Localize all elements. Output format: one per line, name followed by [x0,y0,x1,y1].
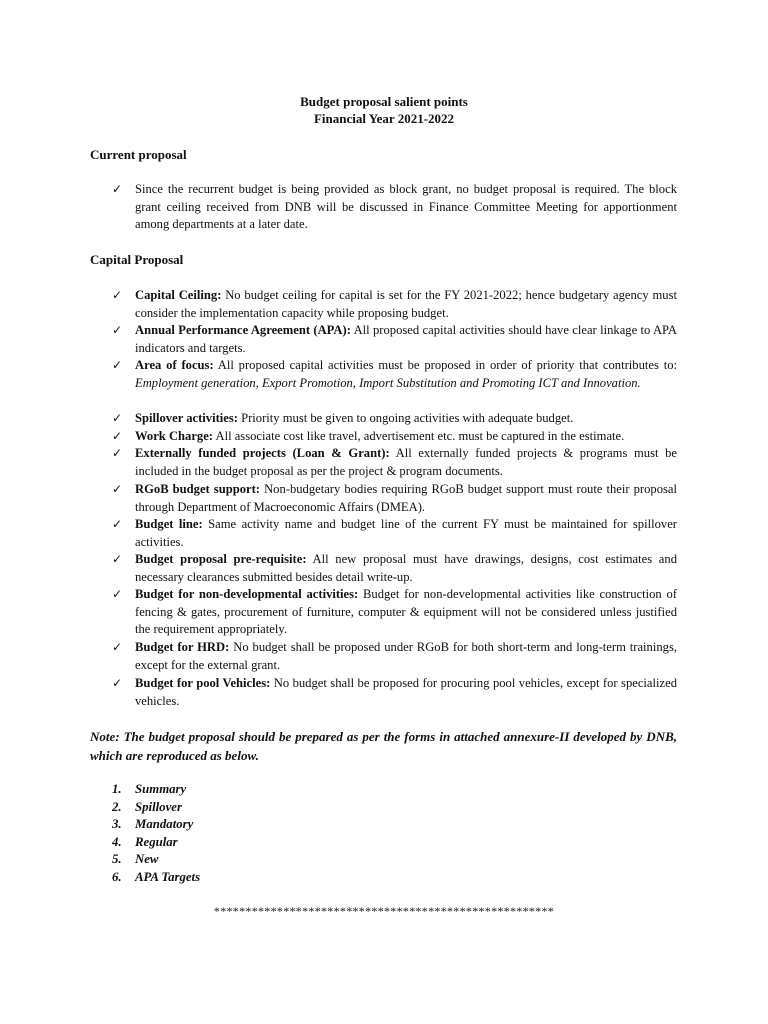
list-item [112,869,200,887]
forms-list [112,781,200,886]
focus-areas-text: Employment generation, Export Promotion, Import Substitution and Promoting ICT and Innovation. [135,375,641,390]
capital-item-label: Externally funded projects (Loan & Grant): [135,446,390,460]
capital-item-text: All proposed capital activities should have clear linkage to APA indicators and targets. [135,323,677,355]
check-mark-icon: ✓ [112,587,123,601]
capital-item [135,551,677,586]
capital-item-label: RGoB budget support: [135,482,260,496]
capital-item [135,410,677,428]
list-item-label: New [135,852,159,866]
capital-item-label: Budget for non-developmental activities: [135,587,359,601]
capital-item-text: No budget shall be proposed for procuring pool vehicles, except for specialized vehicles. [135,676,677,708]
list-item-number: 5. [112,852,122,866]
capital-item [135,445,677,480]
capital-item-label: Budget proposal pre-requisite: [135,552,307,566]
capital-proposal-heading: Capital Proposal [90,252,184,267]
capital-item-text: No budget ceiling for capital is set for the FY 2021-2022; hence budgetary agency must consider the implementation capacity while proposing budget. [135,288,677,320]
title-line-1: Budget proposal salient points [300,94,468,109]
capital-item-label: Work Charge: [135,429,214,443]
title-line-2: Financial Year 2021-2022 [313,111,455,126]
list-item [112,851,200,869]
capital-item-text: All associate cost like travel, advertisement etc. must be captured in the estimate. [213,429,625,443]
capital-item-text: All new proposal must have drawings, designs, cost estimates and necessary clearances submitted besides detail write-up. [135,552,677,584]
list-item-label: Spillover [135,799,182,814]
capital-item-label: Budget line: [135,517,203,531]
capital-item [135,586,677,639]
capital-item [135,287,677,322]
current-proposal-text: Since the recurrent budget is being provided as block grant, no budget proposal is required. The block grant ceiling received from DNB will be discussed in Finance Committee Meeting for apportionment among departments at a later date. [135,182,677,232]
check-mark-icon: ✓ [112,482,123,496]
capital-item [135,428,677,446]
separator-line: ****************************************************** [213,904,555,918]
current-proposal-heading: Current proposal [90,147,187,162]
capital-item-text: Priority must be given to ongoing activities with adequate budget. [237,411,574,425]
capital-item-text: Non-budgetary bodies requiring RGoB budget support must route their proposal through Department of Macroeconomic Affairs (DMEA). [135,482,677,514]
check-mark-icon: ✓ [112,446,123,460]
capital-item-text: All externally funded projects & programs must be included in the budget proposal as per the project & program documents. [135,446,677,478]
capital-item [135,481,677,516]
capital-item-label: Area of focus: [135,358,214,372]
list-item [112,834,200,852]
capital-item-text: All proposed capital activities must be proposed in order of priority that contributes to: [213,358,677,372]
capital-item [135,639,677,674]
capital-item [135,322,677,357]
capital-item-label: Annual Performance Agreement (APA): [135,323,351,337]
list-item-label: APA Targets [135,869,201,884]
list-item [112,781,200,799]
capital-item-text: No budget shall be proposed under RGoB for both short-term and long-term trainings, except for the external grant. [135,640,677,672]
list-item-number: 2. [112,799,122,814]
capital-item [135,675,677,710]
check-mark-icon: ✓ [112,288,123,302]
document-title [0,93,768,127]
check-mark-icon: ✓ [112,323,123,337]
check-mark-icon: ✓ [112,552,123,566]
list-item-number: 6. [112,869,122,884]
check-mark-icon: ✓ [112,676,123,690]
capital-item-label: Budget for pool Vehicles: [135,676,271,690]
check-mark-icon: ✓ [112,411,123,425]
capital-item [135,357,677,392]
capital-item-text: Same activity name and budget line of the current FY must be maintained for spillover activities. [135,517,677,549]
list-item [112,799,200,817]
budget-note: Note: The budget proposal should be prepared as per the forms in attached annexure-II developed by DNB, which are reproduced as below. [90,729,677,763]
list-item-label: Regular [135,834,178,849]
check-mark-icon: ✓ [112,640,123,654]
capital-item-label: Budget for HRD: [135,640,230,654]
list-item-label: Summary [135,782,187,796]
list-item-number: 3. [112,817,122,831]
list-item-number: 1. [112,782,122,796]
check-mark-icon: ✓ [112,429,123,443]
capital-item-label: Spillover activities: [135,411,238,425]
list-item-number: 4. [112,834,122,849]
list-item [112,816,200,834]
capital-item-label: Capital Ceiling: [135,288,222,302]
check-mark-icon: ✓ [112,517,123,531]
list-item-label: Mandatory [135,817,194,831]
capital-item [135,516,677,551]
check-mark-icon: ✓ [112,358,123,372]
capital-item-text: Budget for non-developmental activities like construction of fencing & gates, procurement of furniture, computer & equipment will not be considered unless justified the requirement appropriately. [135,587,677,637]
check-mark-icon: ✓ [112,182,123,196]
